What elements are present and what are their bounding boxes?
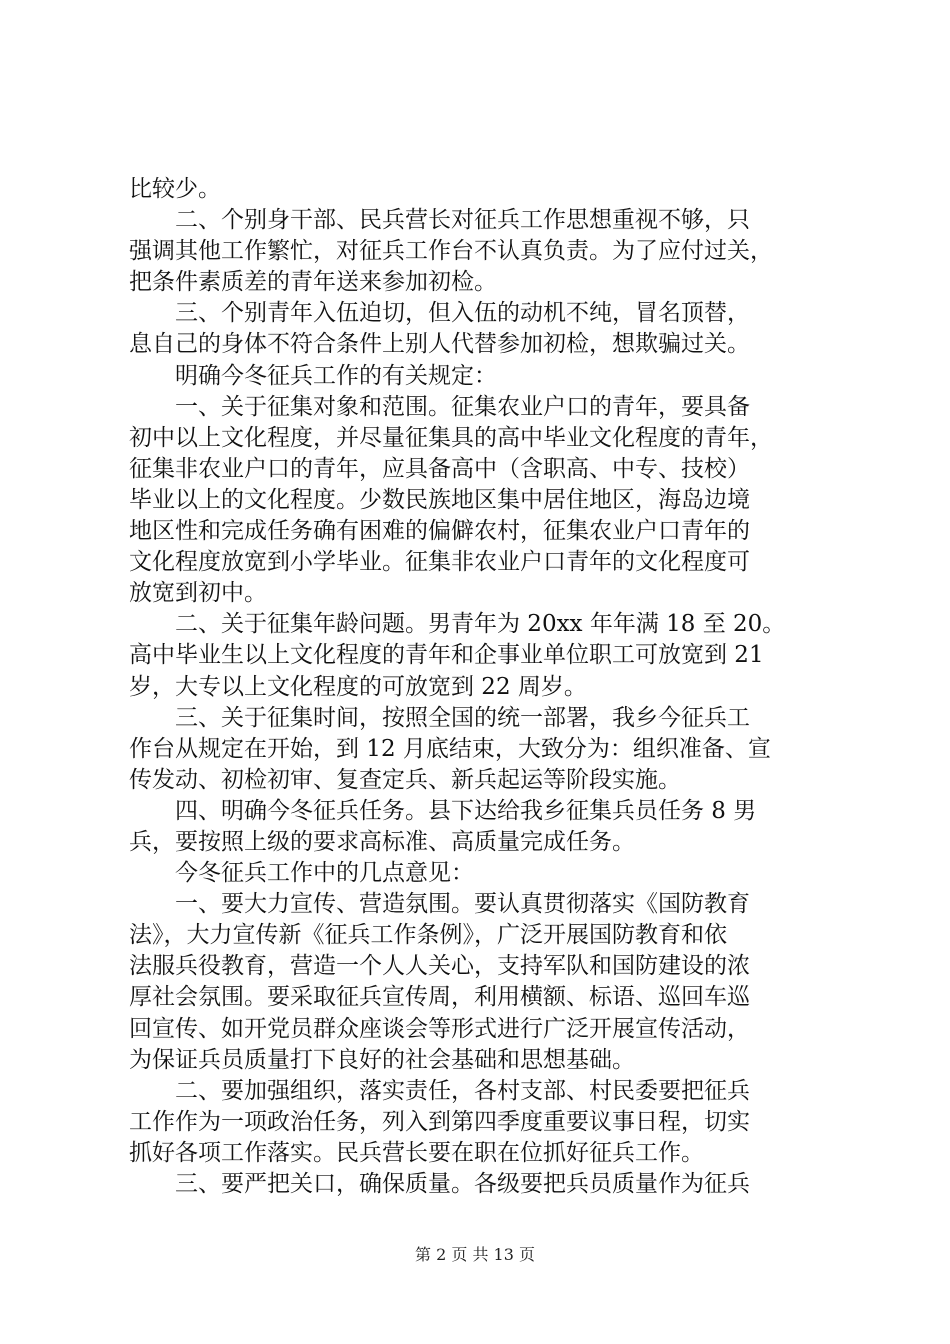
- text-line: 今冬征兵工作中的几点意见：: [175, 860, 474, 887]
- text-line: 明确今冬征兵工作的有关规定：: [175, 362, 497, 389]
- text-line: 三、要严把关口，确保质量。各级要把兵员质量作为征兵: [175, 1171, 750, 1197]
- text-line: 厚社会氛围。要采取征兵宣传周，利用横额、标语、巡回车巡: [129, 984, 750, 1011]
- text-line: 四、明确今冬征兵任务。县下达给我乡征集兵员任务 8 男: [175, 797, 757, 824]
- text-line: 二、个别身干部、民兵营长对征兵工作思想重视不够，只: [175, 207, 750, 234]
- text-line: 回宣传、如开党员群众座谈会等形式进行广泛开展宣传活动，: [129, 1015, 750, 1042]
- text-line: 岁，大专以上文化程度的可放宽到 22 周岁。: [129, 673, 587, 700]
- text-line: 法服兵役教育，营造一个人人关心，支持军队和国防建设的浓: [129, 953, 750, 980]
- text-line: 地区性和完成任务确有困难的偏僻农村，征集农业户口青年的: [129, 518, 750, 545]
- text-line: 工作作为一项政治任务，列入到第四季度重要议事日程，切实: [129, 1108, 750, 1135]
- text-line: 二、关于征集年龄问题。男青年为 20xx 年年满 18 至 20。: [175, 611, 786, 638]
- text-line: 为保证兵员质量打下良好的社会基础和思想基础。: [129, 1046, 635, 1073]
- text-line: 一、关于征集对象和范围。征集农业户口的青年，要具备: [175, 393, 750, 420]
- text-line: 毕业以上的文化程度。少数民族地区集中居住地区，海岛边境: [129, 486, 750, 513]
- text-line: 法》，大力宣传新《征兵工作条例》，广泛开展国防教育和依: [129, 922, 727, 949]
- text-line: 把条件素质差的青年送来参加初检。: [129, 269, 497, 296]
- text-line: 初中以上文化程度，并尽量征集具的高中毕业文化程度的青年，: [129, 424, 773, 451]
- text-line: 兵，要按照上级的要求高标准、高质量完成任务。: [129, 828, 635, 855]
- text-line: 征集非农业户口的青年，应具备高中（含职高、中专、技校）: [129, 455, 750, 482]
- text-line: 文化程度放宽到小学毕业。征集非农业户口青年的文化程度可: [129, 549, 750, 576]
- text-line: 放宽到初中。: [129, 580, 267, 607]
- text-line: 作台从规定在开始，到 12 月底结束，大致分为：组织准备、宣: [129, 735, 771, 762]
- text-line: 一、要大力宣传、营造氛围。要认真贯彻落实《国防教育: [175, 891, 750, 918]
- text-line: 息自己的身体不符合条件上别人代替参加初检，想欺骗过关。: [129, 331, 750, 358]
- document-body: [129, 174, 829, 1200]
- page-footer: 第 2 页 共 13 页: [415, 1245, 535, 1264]
- text-line: 三、关于征集时间，按照全国的统一部署，我乡今征兵工: [175, 704, 750, 731]
- text-line: 传发动、初检初审、复查定兵、新兵起运等阶段实施。: [129, 766, 681, 793]
- text-line: 比较少。: [129, 176, 221, 202]
- text-line: 三、个别青年入伍迫切，但入伍的动机不纯，冒名顶替，: [175, 300, 750, 327]
- text-line: 抓好各项工作落实。民兵营长要在职在位抓好征兵工作。: [129, 1139, 704, 1166]
- text-line: 高中毕业生以上文化程度的青年和企事业单位职工可放宽到 21: [129, 642, 764, 669]
- text-line: 二、要加强组织，落实责任，各村支部、村民委要把征兵: [175, 1077, 750, 1104]
- text-line: 强调其他工作繁忙，对征兵工作台不认真负责。为了应付过关，: [129, 238, 773, 265]
